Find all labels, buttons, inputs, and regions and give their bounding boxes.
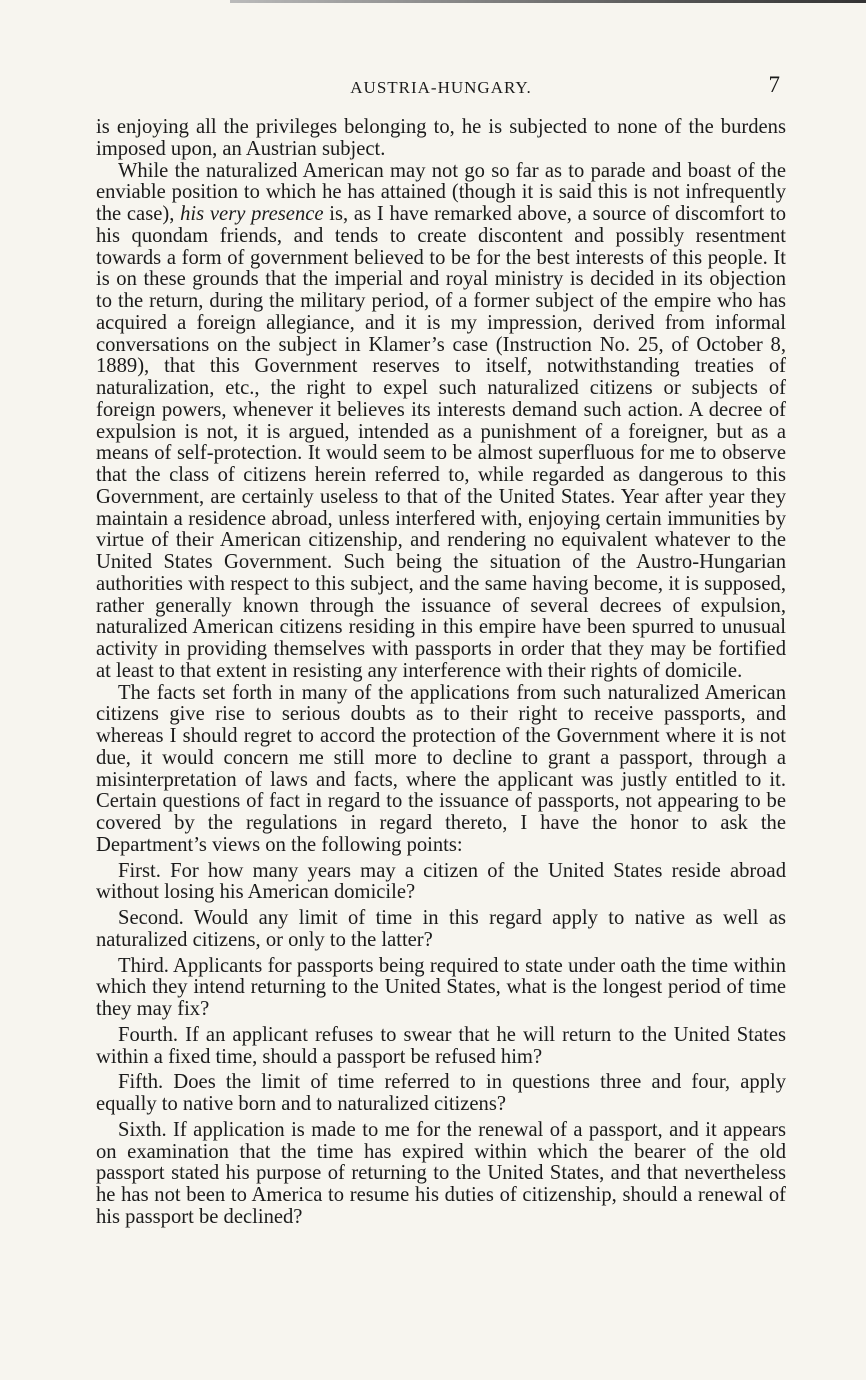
emphasis-text: his very presence	[180, 203, 324, 225]
running-head: AUSTRIA-HUNGARY.	[350, 78, 532, 97]
page-header	[96, 72, 786, 102]
paragraph-continuation: is enjoying all the privileges belonging to, he is subjected to none of the burdens imposed upon, an Austrian subject.	[96, 116, 786, 160]
question-second: Second. Would any limit of time in this regard apply to native as well as naturalized citizens, or only to the latter?	[96, 907, 786, 951]
question-third: Third. Applicants for passports being required to state under oath the time within which they intend returning to the United States, what is the longest period of time they may fix?	[96, 954, 786, 1020]
question-fourth: Fourth. If an applicant refuses to swear that he will return to the United States within a fixed time, should a passport be refused him?	[96, 1023, 786, 1068]
question-first: First. For how many years may a citizen of the United States reside abroad without losing his American domicile?	[96, 859, 786, 904]
paragraph-facts: The facts set forth in many of the applications from such naturalized American citizens give rise to serious doubts as to their right to receive passports, and whereas I should regret to accord the protection of the Government where it is not due, it would concern me still more to decline to grant a passport, through a misinterpretation of laws and facts, where the applicant was justly entitled to it. Certain questions of fact in regard to the issuance of passports, not appearing to be covered by the regulations in regard thereto, I have the honor to ask the Department’s views on the following points:	[96, 681, 786, 856]
paragraph-text: is, as I have remarked above, a source of discomfort to his quondam friends, and tends to create discontent and possibly resentment towards a form of government believed to be for the best interests of this people. It is on these grounds that the imperial and royal ministry is decided in its objection to the return, during the military period, of a former subject of the empire who has acquired a foreign allegiance, and it is my impression, derived from informal conversations on the subject in Klamer’s case (Instruction No. 25, of October 8, 1889), that this Government reserves to itself, notwithstanding treaties of naturalization, etc., the right to expel such naturalized citizens or subjects of foreign powers, whenever it believes its interests demand such action. A decree of expulsion is not, it is argued, intended as a punishment of a foreigner, but as a means of self-protection. It would seem to be almost superfluous for me to observe that the class of citizens herein referred to, while regarded as dangerous to this Government, are certainly useless to that of the United States. Year after year they maintain a residence abroad, unless interfered with, enjoying certain immunities by virtue of their American citizenship, and rendering no equivalent whatever to the United States Government. Such being the situation of the Austro-Hungarian authorities with respect to this subject, and the same having become, it is supposed, rather generally known through the issuance of several decrees of expulsion, naturalized American citizens residing in this empire have been spurred to unusual activity in providing themselves with passports in order that they may be fortified at least to that extent in resisting any interference with their rights of domicile.	[96, 203, 786, 682]
page-number: 7	[768, 72, 780, 97]
paragraph-text: While the naturalized American may not go so far as to parade and boast of the enviable position to which he has attained (though it is said this is not infrequently the case),	[96, 159, 786, 225]
paragraph-naturalized-american	[96, 161, 786, 683]
top-edge-rule	[230, 0, 866, 3]
body-text	[96, 117, 786, 1229]
question-sixth: Sixth. If application is made to me for the renewal of a passport, and it appears on examination that the time has expired within which the bearer of the old passport stated his purpose of returning to the United States, and that nevertheless he has not been to America to resume his duties of citizenship, should a renewal of his passport be declined?	[96, 1118, 786, 1228]
question-fifth: Fifth. Does the limit of time referred to in questions three and four, apply equally to native born and to naturalized citizens?	[96, 1071, 786, 1115]
